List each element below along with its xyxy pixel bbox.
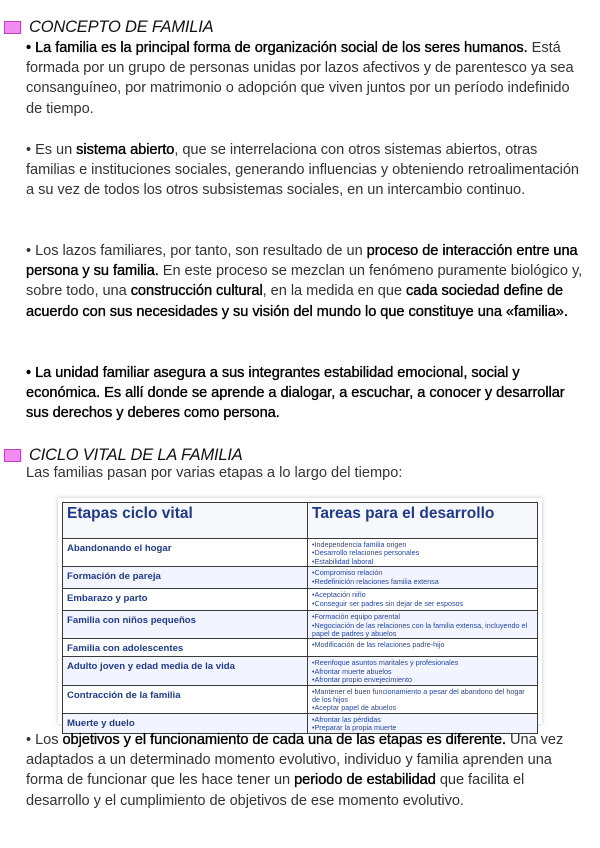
- table-row: [63, 685, 538, 713]
- text: que facilita el desarrollo y el cumplimiento de objetivos de ese momento evolutivo.: [26, 772, 525, 809]
- task-cell: •Afrontar las pérdidas •Preparar la propia muerte: [308, 713, 538, 733]
- task-cell: •Independencia familia origen •Desarrollo relaciones personales •Estabilidad laboral: [308, 539, 538, 567]
- task-cell: •Modificación de las relaciones padre-hijo: [308, 639, 538, 657]
- bold-text: cada sociedad define de acuerdo con sus necesidades y su visión del mundo lo que constituye una «familia».: [26, 283, 568, 320]
- table-header: Tareas para el desarrollo: [308, 503, 538, 539]
- bold-text: sistema abierto: [76, 142, 175, 158]
- ciclo-vital-table-image: [58, 498, 542, 733]
- task-cell: •Formación equipo parental •Negociación de las relaciones con la familia extensa, incluyendo el papel de padres y abuelos: [308, 611, 538, 639]
- text: • Los: [26, 732, 63, 748]
- text: Una vez adaptados a un determinado momento evolutivo, individuo y familia aprenden una forma de funcionar que les hace tener un: [26, 732, 564, 789]
- pink-square-bullet-icon: [4, 449, 21, 462]
- stage-cell: Adulto joven y edad media de la vida: [63, 657, 308, 685]
- bold-text: construcción cultural: [130, 283, 263, 300]
- stage-cell: Muerte y duelo: [63, 713, 308, 733]
- table-header: Etapas ciclo vital: [63, 503, 308, 539]
- bold-text: proceso de interacción entre una persona y su familia.: [26, 243, 578, 280]
- table-row: [63, 539, 538, 567]
- table-row: [63, 657, 538, 685]
- stage-cell: Familia con niños pequeños: [63, 611, 308, 639]
- paragraph-unidad-familiar: [26, 363, 586, 424]
- text: En este proceso se mezclan un fenómeno puramente biológico y, sobre todo, una: [26, 263, 583, 300]
- task-cell: •Reenfoque asuntos maritales y profesionales •Afrontar muerte abuelos •Afrontar propio envejecimiento: [308, 657, 538, 685]
- pink-square-bullet-icon: [4, 21, 21, 34]
- table-row: [63, 589, 538, 611]
- ciclo-vital-table: [62, 502, 538, 734]
- bold-text: objetivos y el funcionamiento de cada una de las etapas es diferente.: [62, 732, 507, 748]
- section-title: CICLO VITAL DE LA FAMILIA: [29, 446, 243, 464]
- stage-cell: Embarazo y parto: [63, 589, 308, 611]
- bold-text: • La unidad familiar asegura a sus integrantes estabilidad emocional, social y económica. Es allí donde se aprende a dialogar, a escuchar, a conocer y desarrollar sus derechos y deberes como persona.: [26, 365, 565, 422]
- paragraph-lazos-familiares: [26, 241, 586, 322]
- bold-text: • La familia es la principal forma de organización social de los seres humanos.: [26, 40, 528, 56]
- section-title: CONCEPTO DE FAMILIA: [29, 18, 214, 36]
- stage-cell: Familia con adolescentes: [63, 639, 308, 657]
- table-row: [63, 567, 538, 589]
- paragraph-objetivos-etapas: [26, 730, 586, 811]
- stage-cell: Abandonando el hogar: [63, 539, 308, 567]
- text: • Es un: [26, 142, 77, 158]
- intro-text: Las familias pasan por varias etapas a lo largo del tiempo:: [26, 465, 403, 481]
- text: , que se interrelaciona con otros sistemas abiertos, otras familias e instituciones sociales, generando influencias y obteniendo retroalimentación a su vez de todos los otros subsistemas sociales, en un intercambio continuo.: [26, 142, 579, 199]
- text: • Los lazos familiares, por tanto, son resultado de un: [26, 243, 367, 259]
- paragraph-sistema-abierto: [26, 140, 586, 201]
- task-cell: •Aceptación niño •Conseguir ser padres sin dejar de ser esposos: [308, 589, 538, 611]
- bold-text: periodo de estabilidad: [294, 772, 436, 789]
- table-row: [63, 639, 538, 657]
- stage-cell: Contracción de la familia: [63, 685, 308, 713]
- text: Está formada por un grupo de personas unidas por lazos afectivos y de parentesco ya sea consanguíneo, por matrimonio o adopción que viven juntos por un período indefinido de tiempo.: [26, 40, 574, 117]
- text: , en la medida en que: [262, 283, 406, 300]
- stage-cell: Formación de pareja: [63, 567, 308, 589]
- task-cell: •Mantener el buen funcionamiento a pesar del abandono del hogar de los hijos •Aceptar papel de abuelos: [308, 685, 538, 713]
- section-heading-concepto: [4, 18, 213, 37]
- task-cell: •Compromiso relación •Redefinición relaciones familia extensa: [308, 567, 538, 589]
- paragraph-definicion: [26, 38, 586, 119]
- table-row: [63, 611, 538, 639]
- section-heading-ciclo-vital: [4, 446, 243, 465]
